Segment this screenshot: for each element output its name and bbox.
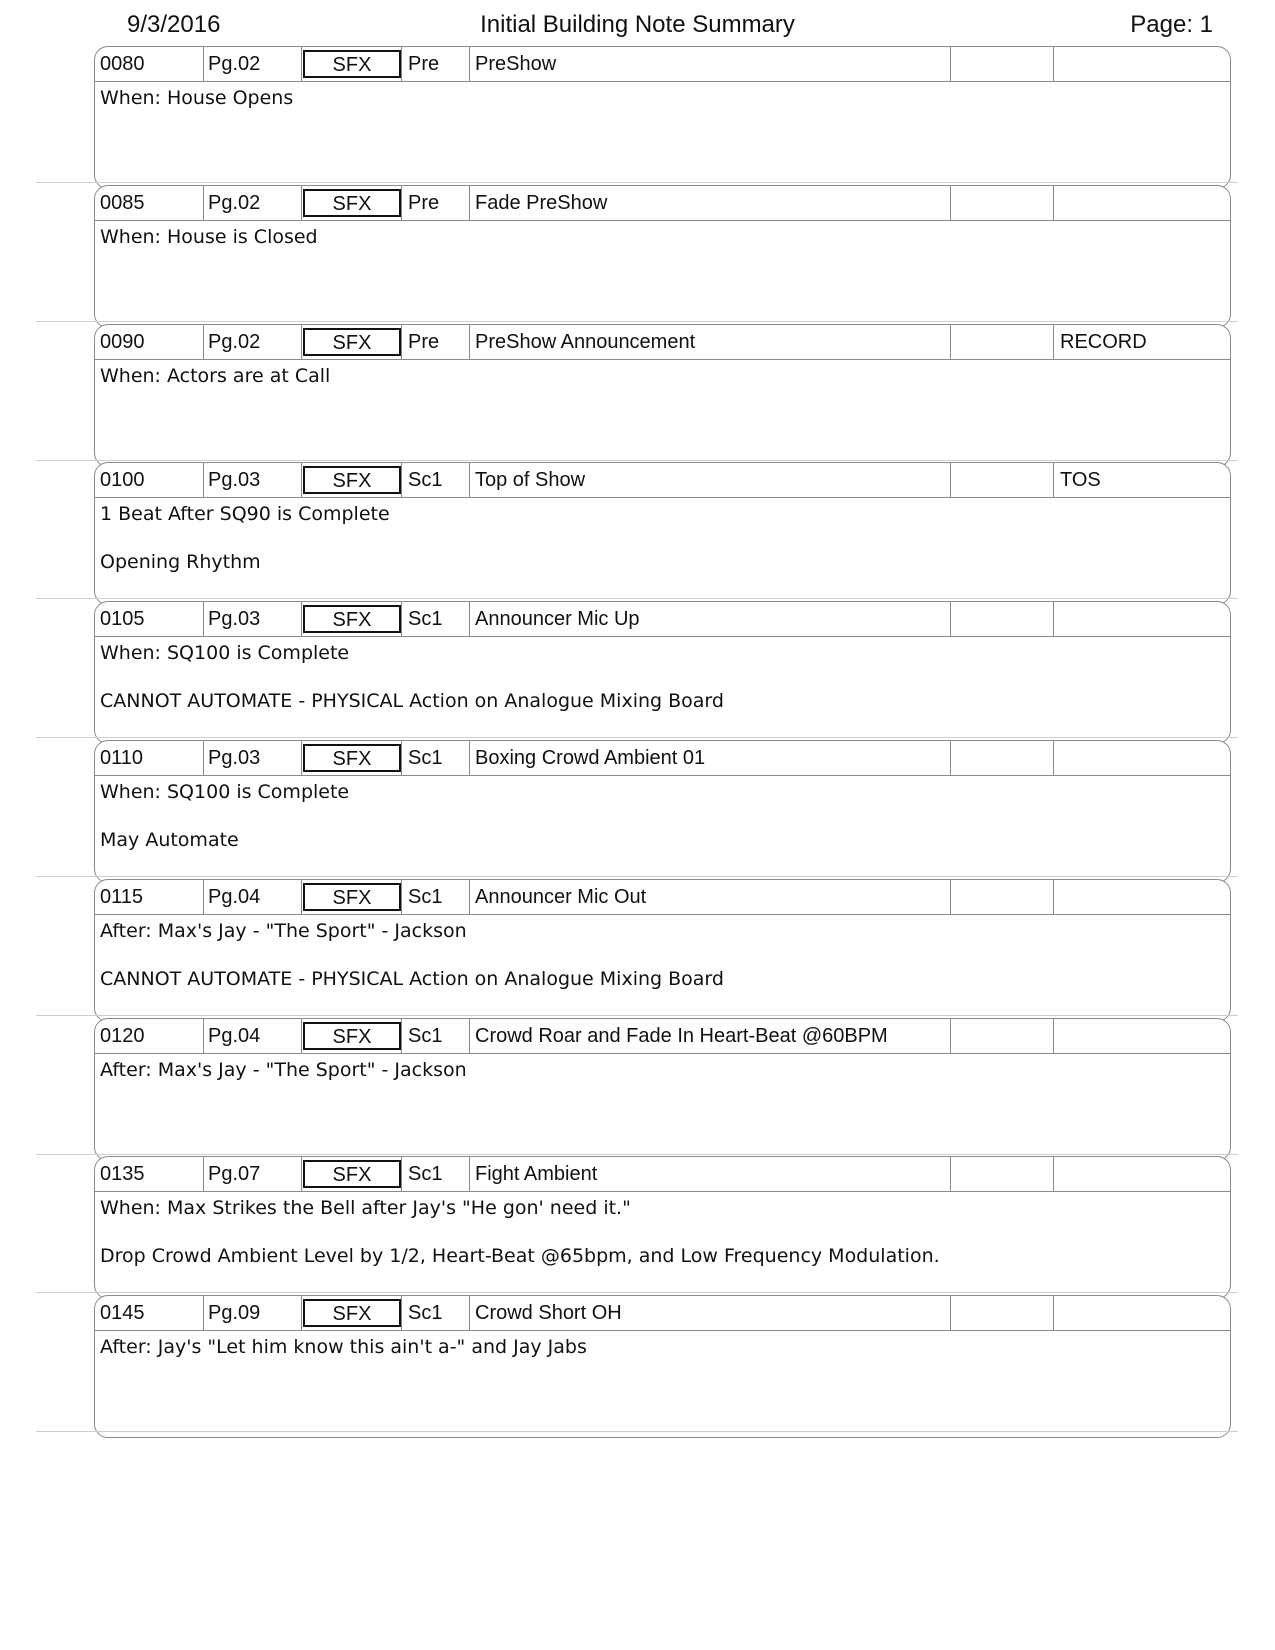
column-divider [401, 880, 402, 914]
cue-separator-rule [36, 1292, 1238, 1293]
cue-description: Announcer Mic Out [475, 886, 647, 908]
column-divider [401, 1296, 402, 1330]
cue-note-line: When: House Opens [100, 87, 294, 109]
cue-tag [1055, 1157, 1230, 1191]
cue-card [94, 1018, 1231, 1161]
cue-extra-field [951, 880, 1053, 914]
cue-notes [100, 221, 1222, 249]
column-divider [1053, 880, 1054, 914]
cue-separator-rule [36, 737, 1238, 738]
cue-note-line: Drop Crowd Ambient Level by 1/2, Heart-Beat @65bpm, and Low Frequency Modulation. [100, 1245, 940, 1267]
cue-note-line: May Automate [100, 829, 239, 851]
column-divider [301, 1019, 302, 1053]
cue-type: SFX [303, 1160, 401, 1188]
cue-description: Boxing Crowd Ambient 01 [475, 747, 706, 769]
cue-separator-rule [36, 321, 1238, 322]
cue-extra-field [951, 325, 1053, 359]
cue-tag [1055, 741, 1230, 775]
cue-tag: TOS [1060, 469, 1101, 491]
cue-type: SFX [303, 883, 401, 911]
cue-separator-rule [36, 598, 1238, 599]
cue-note-line: When: SQ100 is Complete [100, 781, 350, 803]
cue-notes [100, 776, 1222, 852]
cue-scene: Sc1 [408, 469, 443, 491]
cue-scene: Sc1 [408, 747, 443, 769]
cue-number: 0115 [100, 886, 144, 908]
cue-extra-field [951, 186, 1053, 220]
cue-header-row [95, 741, 1230, 776]
cue-scene: Sc1 [408, 608, 443, 630]
cue-description: PreShow Announcement [475, 331, 696, 353]
cue-note-line: After: Jay's "Let him know this ain't a-" and Jay Jabs [100, 1336, 587, 1358]
cue-number: 0090 [100, 331, 145, 353]
cue-description: Crowd Roar and Fade In Heart-Beat @60BPM [475, 1025, 888, 1047]
cue-card [94, 1156, 1231, 1299]
column-divider [401, 1157, 402, 1191]
cue-tag: RECORD [1060, 331, 1147, 353]
cue-note-line: When: Actors are at Call [100, 365, 331, 387]
cue-type: SFX [303, 466, 401, 494]
cue-separator-rule [36, 460, 1238, 461]
column-divider [301, 741, 302, 775]
cue-note-line: When: Max Strikes the Bell after Jay's "He gon' need it." [100, 1197, 631, 1219]
column-divider [301, 1296, 302, 1330]
cue-extra-field [951, 463, 1053, 497]
cue-scene: Sc1 [408, 1302, 443, 1324]
cue-extra-field [951, 602, 1053, 636]
cue-description: Top of Show [475, 469, 586, 491]
cue-card [94, 601, 1231, 744]
cue-page: Pg.09 [208, 1302, 261, 1324]
cue-number: 0105 [100, 608, 145, 630]
cue-notes [100, 1054, 1222, 1082]
cue-description: Fight Ambient [475, 1163, 598, 1185]
cue-type: SFX [303, 189, 401, 217]
cue-note-line: After: Max's Jay - "The Sport" - Jackson [100, 1059, 467, 1081]
page-number: Page: 1 [1130, 11, 1213, 38]
column-divider [1053, 463, 1054, 497]
cue-page: Pg.04 [208, 1025, 261, 1047]
cue-number: 0085 [100, 192, 145, 214]
cue-notes [100, 1192, 1222, 1268]
cue-card [94, 740, 1231, 883]
cue-header-row [95, 463, 1230, 498]
cue-notes [100, 1331, 1222, 1359]
cue-page: Pg.07 [208, 1163, 261, 1185]
cue-page: Pg.02 [208, 331, 261, 353]
cue-header-row [95, 186, 1230, 221]
cue-notes [100, 82, 1222, 110]
cue-type: SFX [303, 1022, 401, 1050]
cue-number: 0135 [100, 1163, 145, 1185]
cue-note-line: CANNOT AUTOMATE - PHYSICAL Action on Analogue Mixing Board [100, 690, 724, 712]
cue-page: Pg.03 [208, 469, 261, 491]
cue-tag [1055, 47, 1230, 81]
cue-description: Fade PreShow [475, 192, 608, 214]
cue-card [94, 185, 1231, 328]
report-date: 9/3/2016 [127, 11, 221, 38]
cue-page: Pg.04 [208, 886, 261, 908]
cue-page: Pg.03 [208, 747, 261, 769]
cue-separator-rule [36, 1015, 1238, 1016]
cue-number: 0110 [100, 747, 144, 769]
column-divider [301, 880, 302, 914]
cue-header-row [95, 880, 1230, 915]
cue-card [94, 324, 1231, 467]
cue-description: Crowd Short OH [475, 1302, 622, 1324]
column-divider [1053, 325, 1054, 359]
column-divider [301, 47, 302, 81]
cue-note-line: CANNOT AUTOMATE - PHYSICAL Action on Analogue Mixing Board [100, 968, 724, 990]
cue-number: 0145 [100, 1302, 145, 1324]
cue-description: Announcer Mic Up [475, 608, 640, 630]
cue-page: Pg.02 [208, 53, 261, 75]
cue-scene: Pre [408, 331, 440, 353]
column-divider [1053, 47, 1054, 81]
cue-scene: Sc1 [408, 886, 443, 908]
cue-header-row [95, 1296, 1230, 1331]
cue-number: 0120 [100, 1025, 145, 1047]
cue-note-line: When: House is Closed [100, 226, 318, 248]
cue-description: PreShow [475, 53, 557, 75]
cue-extra-field [951, 741, 1053, 775]
cue-notes [100, 637, 1222, 713]
cue-number: 0100 [100, 469, 145, 491]
cue-header-row [95, 325, 1230, 360]
cue-extra-field [951, 47, 1053, 81]
cue-header-row [95, 1157, 1230, 1192]
column-divider [401, 1019, 402, 1053]
cue-type: SFX [303, 328, 401, 356]
cue-type: SFX [303, 605, 401, 633]
column-divider [401, 463, 402, 497]
column-divider [401, 325, 402, 359]
column-divider [301, 463, 302, 497]
cue-tag [1055, 1019, 1230, 1053]
column-divider [1053, 1157, 1054, 1191]
cue-card [94, 1295, 1231, 1438]
column-divider [1053, 1296, 1054, 1330]
cue-header-row [95, 602, 1230, 637]
cue-card [94, 879, 1231, 1022]
column-divider [301, 325, 302, 359]
cue-page: Pg.02 [208, 192, 261, 214]
cue-card [94, 46, 1231, 189]
cue-tag [1055, 602, 1230, 636]
column-divider [1053, 186, 1054, 220]
cue-extra-field [951, 1296, 1053, 1330]
cue-note-line: After: Max's Jay - "The Sport" - Jackson [100, 920, 467, 942]
cue-page: Pg.03 [208, 608, 261, 630]
cue-extra-field [951, 1019, 1053, 1053]
column-divider [1053, 1019, 1054, 1053]
column-divider [401, 741, 402, 775]
cue-scene: Pre [408, 192, 440, 214]
column-divider [301, 1157, 302, 1191]
cue-extra-field [951, 1157, 1053, 1191]
report-title: Initial Building Note Summary [480, 11, 795, 38]
cue-type: SFX [303, 744, 401, 772]
cue-separator-rule [36, 1154, 1238, 1155]
column-divider [301, 186, 302, 220]
cue-notes [100, 915, 1222, 991]
column-divider [401, 602, 402, 636]
cue-type: SFX [303, 1299, 401, 1327]
cue-notes [100, 498, 1222, 574]
cue-separator-rule [36, 1431, 1238, 1432]
cue-scene: Sc1 [408, 1163, 443, 1185]
cue-type: SFX [303, 50, 401, 78]
cue-note-line: 1 Beat After SQ90 is Complete [100, 503, 390, 525]
cue-number: 0080 [100, 53, 145, 75]
column-divider [1053, 602, 1054, 636]
cue-scene: Sc1 [408, 1025, 443, 1047]
column-divider [301, 602, 302, 636]
cue-tag [1055, 880, 1230, 914]
column-divider [1053, 741, 1054, 775]
cue-note-line: Opening Rhythm [100, 551, 261, 573]
cue-header-row [95, 47, 1230, 82]
cue-tag [1055, 1296, 1230, 1330]
cue-scene: Pre [408, 53, 440, 75]
cue-note-line: When: SQ100 is Complete [100, 642, 350, 664]
column-divider [401, 186, 402, 220]
cue-header-row [95, 1019, 1230, 1054]
cue-card [94, 462, 1231, 605]
cue-tag [1055, 186, 1230, 220]
cue-notes [100, 360, 1222, 388]
cue-separator-rule [36, 876, 1238, 877]
column-divider [401, 47, 402, 81]
cue-separator-rule [36, 182, 1238, 183]
